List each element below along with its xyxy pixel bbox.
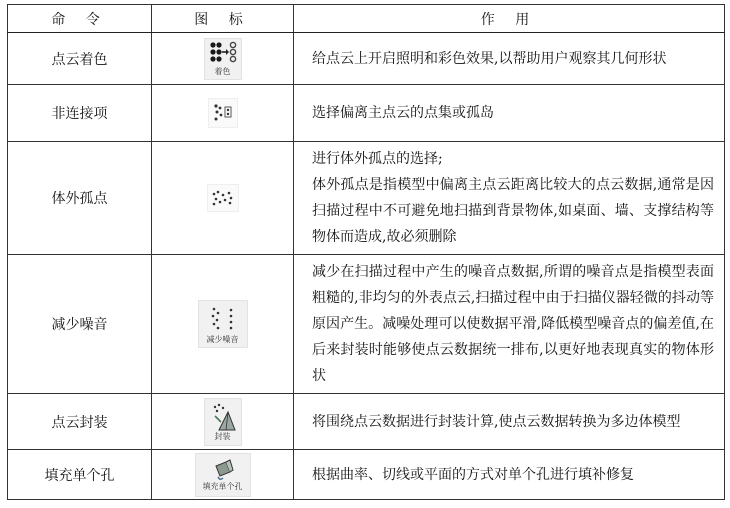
outlier-points-icon — [207, 184, 239, 212]
header-command: 命 令 — [8, 5, 152, 33]
description-text: 减少在扫描过程中产生的噪音点数据,所谓的噪音点是指模型表面粗糙的,非均匀的外表点云,扫描过程中由于扫描仪器轻微的抖动等原因产生。减噪处理可以使数据平滑,降低模型噪音点的偏差值,在后来封装时能够使点云数据统一排布,以更好地表现真实的物体形状 — [312, 264, 714, 384]
description-text: 体外孤点是指模型中偏离主点云距离比较大的点云数据,通常是因扫描过程中不可避免地扫描到背景物体,如桌面、墙、支撑结构等物体而造成,故必须删除 — [312, 177, 714, 245]
icon-cell — [152, 85, 294, 142]
header-function: 作 用 — [294, 5, 725, 33]
command-cell: 体外孤点 — [8, 142, 152, 255]
table-row — [8, 394, 725, 450]
description-cell — [294, 255, 725, 394]
description-cell — [294, 394, 725, 450]
icon-cell — [152, 394, 294, 450]
description-cell — [294, 450, 725, 500]
description-cell — [294, 33, 725, 85]
table-row — [8, 33, 725, 85]
command-cell: 点云着色 — [8, 33, 152, 85]
colorize-points-icon — [204, 38, 242, 80]
table-row — [8, 255, 725, 394]
icon-caption: 着色 — [214, 67, 231, 76]
description-text: 进行体外孤点的选择; — [312, 151, 443, 167]
icon-cell — [152, 142, 294, 255]
fill-single-hole-icon — [195, 453, 251, 497]
description-cell — [294, 142, 725, 255]
icon-caption: 填充单个孔 — [202, 482, 243, 491]
wrap-points-icon — [204, 398, 242, 446]
description-text: 根据曲率、切线或平面的方式对单个孔进行填补修复 — [312, 466, 634, 483]
command-table — [7, 4, 725, 500]
command-cell: 非连接项 — [8, 85, 152, 142]
icon-cell — [152, 255, 294, 394]
command-cell: 点云封装 — [8, 394, 152, 450]
icon-cell — [152, 33, 294, 85]
table-row — [8, 142, 725, 255]
description-text: 给点云上开启照明和彩色效果,以帮助用户观察其几何形状 — [312, 50, 667, 67]
table-header-row — [8, 5, 725, 33]
description-text: 选择偏离主点云的点集或孤岛 — [312, 105, 494, 121]
icon-caption: 封装 — [214, 432, 231, 441]
reduce-noise-icon — [198, 300, 248, 348]
table-row — [8, 450, 725, 500]
icon-cell — [152, 450, 294, 500]
description-text: 将围绕点云数据进行封装计算,使点云数据转换为多边体模型 — [312, 413, 681, 430]
command-cell: 填充单个孔 — [8, 450, 152, 500]
description-cell — [294, 85, 725, 142]
table-row — [8, 85, 725, 142]
icon-caption: 减少噪音 — [206, 334, 239, 344]
disconnected-components-icon — [208, 98, 238, 128]
command-cell: 减少噪音 — [8, 255, 152, 394]
header-icon: 图 标 — [152, 5, 294, 33]
